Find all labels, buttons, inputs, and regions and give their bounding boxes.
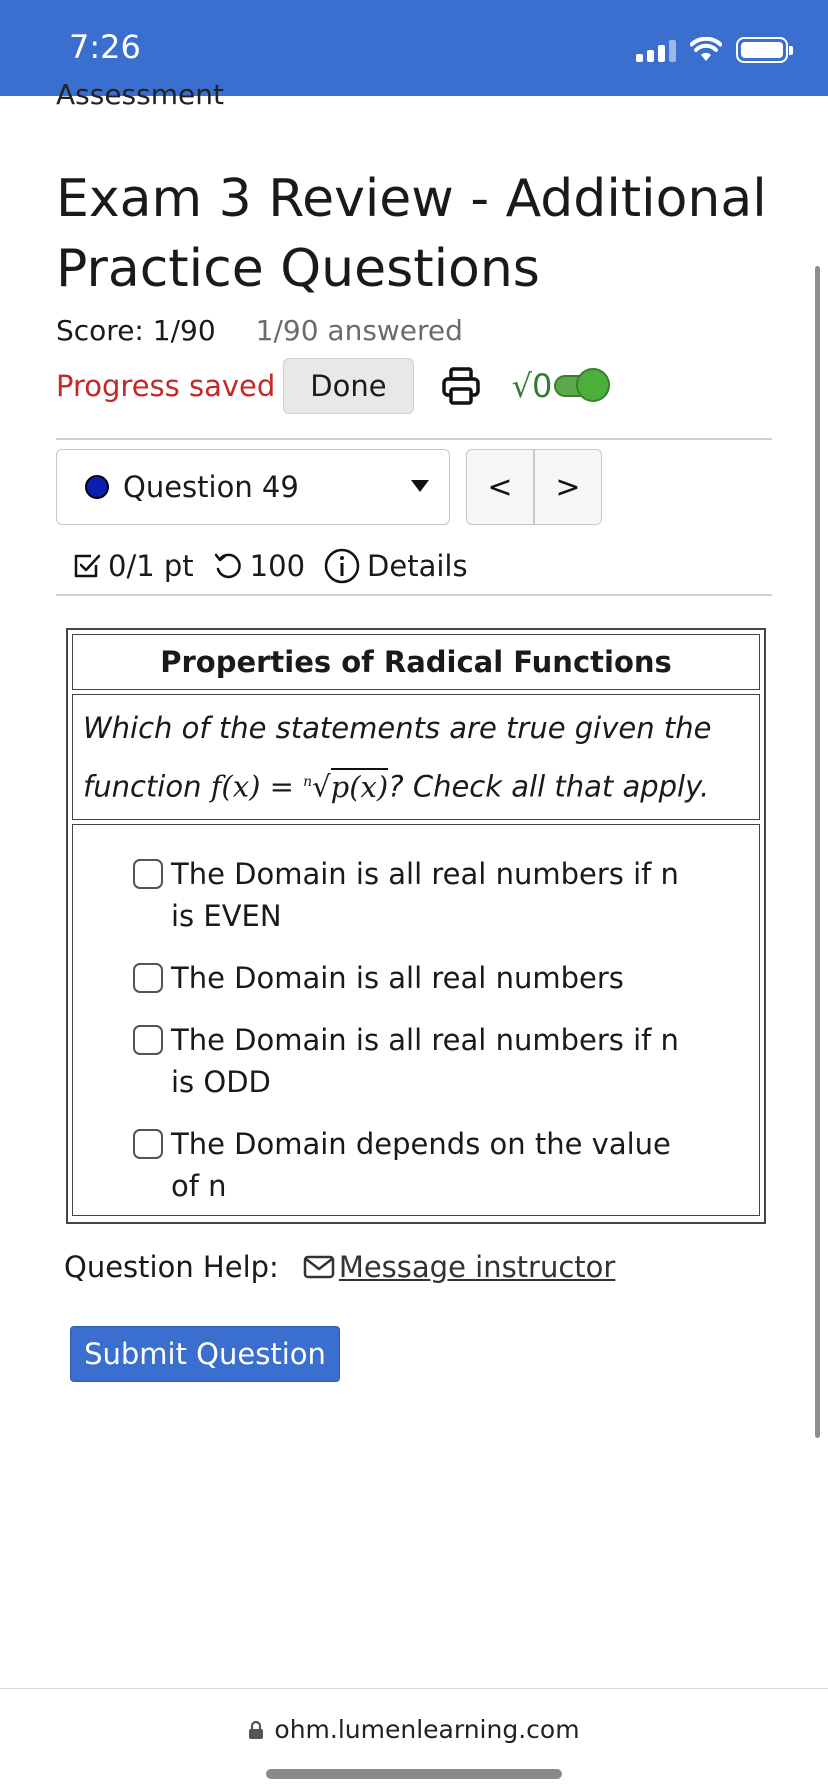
question-text-lead: Which of the statements are true given the function xyxy=(83,711,712,804)
breadcrumb[interactable]: Assessment xyxy=(56,84,224,111)
answer-option[interactable] xyxy=(133,1019,759,1103)
caret-down-icon xyxy=(411,480,429,492)
answer-label: The Domain is all real numbers xyxy=(171,961,624,995)
retry-icon xyxy=(212,551,244,581)
score-text: Score: 1/90 xyxy=(56,314,216,347)
chevron-right-icon: > xyxy=(555,469,581,505)
attempts-indicator xyxy=(212,549,305,583)
root-index: n xyxy=(303,774,313,790)
home-indicator[interactable] xyxy=(266,1769,562,1779)
question-help-label: Question Help: xyxy=(64,1250,279,1284)
lock-icon xyxy=(248,1720,264,1740)
progress-row xyxy=(56,358,602,414)
question-help xyxy=(64,1250,615,1284)
radicand: p(x) xyxy=(330,769,389,804)
answer-checkbox[interactable] xyxy=(133,1129,163,1159)
previous-question-button[interactable] xyxy=(467,450,535,524)
divider xyxy=(56,594,772,596)
toggle-switch[interactable] xyxy=(554,375,602,397)
answer-list xyxy=(72,824,760,1216)
progress-saved-status: Progress saved xyxy=(56,369,276,403)
question-status-dot xyxy=(85,475,109,499)
battery-icon xyxy=(736,37,788,63)
points-indicator xyxy=(72,549,194,583)
next-question-button[interactable] xyxy=(535,450,601,524)
chevron-left-icon: < xyxy=(487,469,513,505)
answer-option[interactable] xyxy=(133,1123,759,1207)
sqrt-icon: √0 xyxy=(511,367,553,405)
answer-checkbox[interactable] xyxy=(133,859,163,889)
cellular-signal-icon xyxy=(636,38,676,62)
question-text xyxy=(72,694,760,820)
answered-count: 1/90 answered xyxy=(255,314,463,347)
checkbox-check-icon xyxy=(72,551,102,581)
question-box xyxy=(66,628,766,1224)
url-bar[interactable] xyxy=(0,1715,828,1744)
answer-label: The Domain depends on the value of n xyxy=(171,1127,671,1203)
question-heading: Properties of Radical Functions xyxy=(72,634,760,690)
status-bar xyxy=(0,0,828,96)
question-select-label: Question 49 xyxy=(123,470,299,504)
answer-label: The Domain is all real numbers if n is EVEN xyxy=(171,857,679,933)
radical-sign: √ xyxy=(312,769,331,804)
question-meta xyxy=(72,546,486,586)
message-instructor-link[interactable] xyxy=(303,1250,616,1284)
score-row xyxy=(56,314,463,347)
wifi-icon xyxy=(690,37,722,63)
points-text: 0/1 pt xyxy=(108,549,194,583)
status-icons xyxy=(636,36,788,64)
url-text: ohm.lumenlearning.com xyxy=(274,1715,580,1744)
scrollbar[interactable] xyxy=(815,266,820,1438)
math-display-toggle[interactable] xyxy=(512,367,603,405)
print-icon[interactable] xyxy=(440,365,482,407)
answer-label: The Domain is all real numbers if n is ODD xyxy=(171,1023,679,1099)
status-time: 7:26 xyxy=(69,28,141,66)
details-button[interactable] xyxy=(323,547,468,585)
submit-question-button[interactable]: Submit Question xyxy=(70,1326,340,1382)
done-button[interactable]: Done xyxy=(283,358,413,414)
envelope-icon xyxy=(303,1254,335,1280)
browser-bottom-bar xyxy=(0,1688,828,1792)
divider xyxy=(56,438,772,440)
attempts-text: 100 xyxy=(249,549,306,583)
question-nav-buttons xyxy=(466,449,602,525)
info-icon xyxy=(323,547,361,585)
details-label: Details xyxy=(367,549,468,583)
answer-checkbox[interactable] xyxy=(133,963,163,993)
answer-option[interactable] xyxy=(133,853,759,937)
question-select[interactable] xyxy=(56,449,450,525)
question-text-tail: ? Check all that apply. xyxy=(388,769,710,804)
page-title: Exam 3 Review - Additional Practice Questions xyxy=(56,169,767,299)
function-expression: f(x) = xyxy=(210,769,304,804)
message-instructor-label: Message instructor xyxy=(338,1250,616,1284)
answer-option[interactable] xyxy=(133,957,759,999)
answer-checkbox[interactable] xyxy=(133,1025,163,1055)
